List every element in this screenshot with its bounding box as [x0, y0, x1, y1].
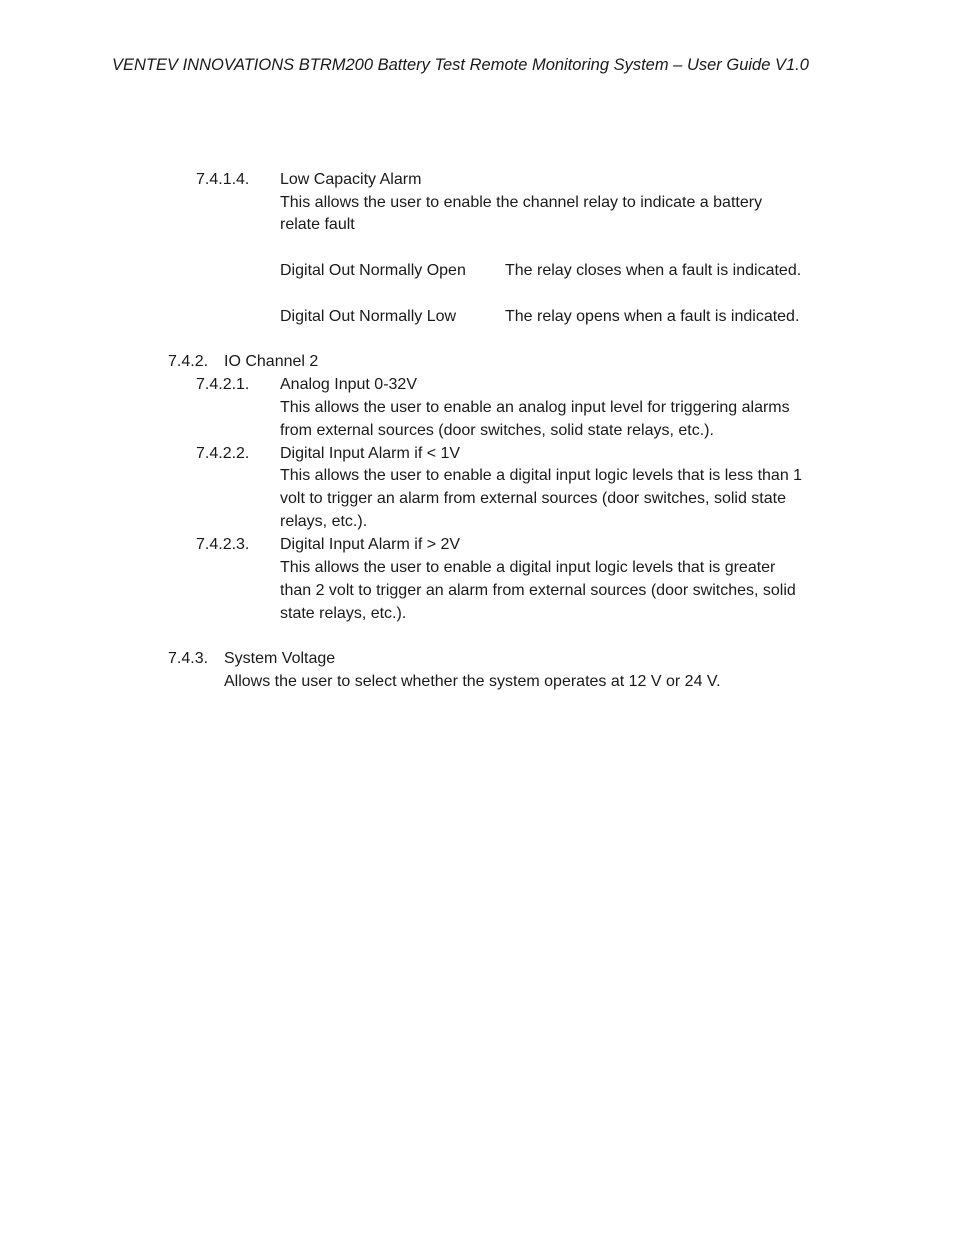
section-body-line: This allows the user to enable a digital input logic levels that is greater — [280, 559, 776, 576]
section-body-line: relate fault — [280, 216, 355, 233]
section-number-7-4-3: 7.4.3. — [168, 650, 209, 667]
section-title-digital-input-alarm-low: Digital Input Alarm if < 1V — [280, 445, 461, 462]
page-header: VENTEV INNOVATIONS BTRM200 Battery Test Remote Monitoring System – User Guide V1.0 — [112, 56, 809, 74]
option-description-normally-open: The relay closes when a fault is indicated. — [505, 262, 802, 279]
section-number-7-4-2-2: 7.4.2.2. — [196, 445, 250, 462]
section-title-low-capacity-alarm: Low Capacity Alarm — [280, 171, 422, 188]
section-body-line: relays, etc.). — [280, 513, 368, 530]
section-body-line: This allows the user to enable the channel relay to indicate a battery — [280, 194, 763, 211]
option-name-normally-low: Digital Out Normally Low — [280, 308, 457, 325]
option-description-normally-low: The relay opens when a fault is indicated. — [505, 308, 800, 325]
section-number-7-4-2-3: 7.4.2.3. — [196, 536, 250, 553]
section-body-line: This allows the user to enable an analog input level for triggering alarms — [280, 399, 790, 416]
section-body-line: This allows the user to enable a digital input logic levels that is less than 1 — [280, 467, 803, 484]
section-body-line: volt to trigger an alarm from external sources (door switches, solid state — [280, 490, 786, 507]
section-body-line: Allows the user to select whether the system operates at 12 V or 24 V. — [224, 673, 721, 690]
option-name-normally-open: Digital Out Normally Open — [280, 262, 466, 279]
section-title-io-channel-2: IO Channel 2 — [224, 353, 319, 370]
section-body-line: than 2 volt to trigger an alarm from external sources (door switches, solid — [280, 582, 796, 599]
section-title-system-voltage: System Voltage — [224, 650, 336, 667]
section-title-digital-input-alarm-high: Digital Input Alarm if > 2V — [280, 536, 461, 553]
section-title-analog-input: Analog Input 0-32V — [280, 376, 417, 393]
section-body-line: state relays, etc.). — [280, 605, 407, 622]
section-number-7-4-2-1: 7.4.2.1. — [196, 376, 250, 393]
section-body-line: from external sources (door switches, solid state relays, etc.). — [280, 422, 714, 439]
section-number-7-4-2: 7.4.2. — [168, 353, 209, 370]
section-number-7-4-1-4: 7.4.1.4. — [196, 171, 250, 188]
